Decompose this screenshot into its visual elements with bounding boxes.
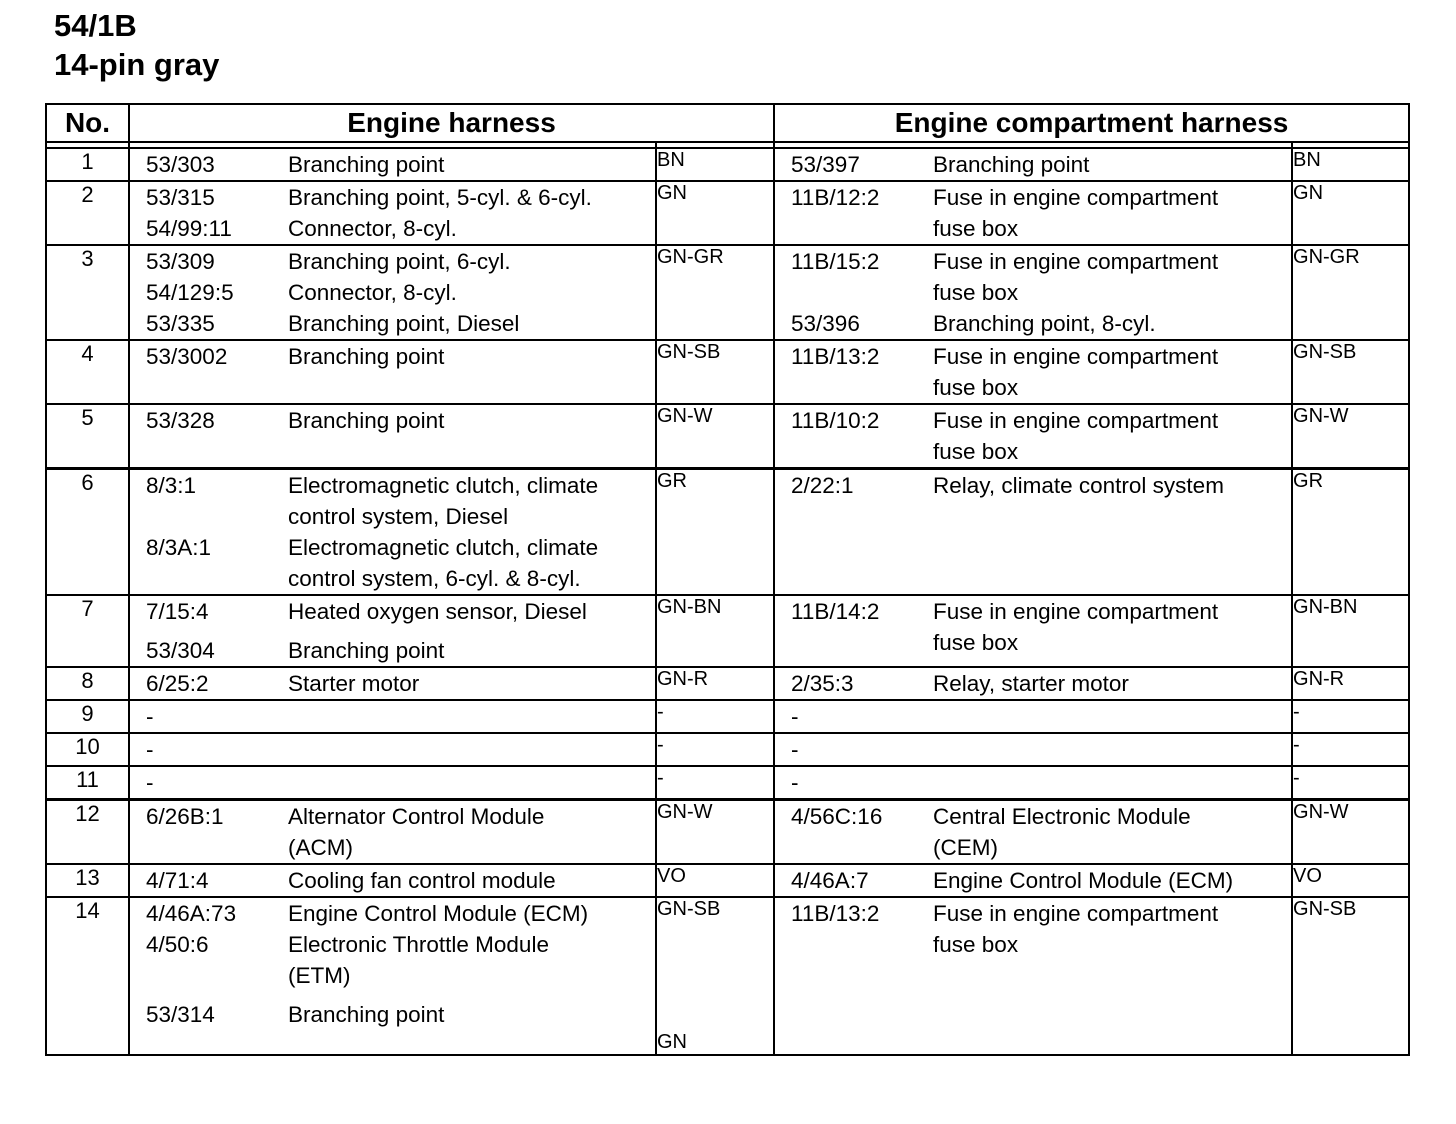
harness-entry-line [775, 372, 1291, 403]
component-description: Engine Control Module (ECM) [288, 901, 589, 926]
component-description: Fuse in engine compartment [933, 344, 1219, 369]
wire-color-code: - [1293, 734, 1300, 756]
compartment-wire-color [1292, 595, 1409, 667]
compartment-wire-color [1292, 897, 1409, 1055]
wire-color-code: GN-W [1293, 405, 1349, 427]
component-code: 53/304 [146, 638, 215, 663]
component-description: Cooling fan control module [288, 868, 556, 893]
compartment-harness-cell [774, 469, 1292, 596]
component-code-blank [775, 832, 933, 863]
component-description: (ETM) [288, 963, 351, 988]
component-description: control system, 6-cyl. & 8-cyl. [288, 566, 581, 591]
component-code: 53/396 [791, 311, 860, 336]
component-description: Connector, 8-cyl. [288, 216, 457, 241]
wire-color-code: GN-W [657, 405, 713, 427]
component-code: 53/303 [146, 152, 215, 177]
wire-color-code: GN-SB [657, 341, 721, 363]
component-code-blank [130, 960, 288, 991]
component-description: fuse box [933, 216, 1019, 241]
table-row [46, 897, 1409, 1055]
compartment-wire-color [1292, 181, 1409, 245]
component-code: 11B/12:2 [791, 185, 880, 210]
wire-color-code: GN-BN [1293, 596, 1358, 618]
component-code: 11B/14:2 [791, 599, 880, 624]
component-description: fuse box [933, 375, 1019, 400]
component-code: 53/335 [146, 311, 215, 336]
pin-number: 13 [46, 864, 129, 897]
compartment-wire-color [1292, 864, 1409, 897]
component-description: Fuse in engine compartment [933, 249, 1219, 274]
table-row [46, 340, 1409, 404]
component-description: Fuse in engine compartment [933, 599, 1219, 624]
component-code: 4/71:4 [146, 868, 209, 893]
col-header-engine-compartment-harness: Engine compartment harness [774, 104, 1409, 142]
component-description: Fuse in engine compartment [933, 185, 1219, 210]
component-code: 4/46A:73 [146, 901, 237, 926]
pin-number: 14 [46, 897, 129, 1055]
harness-entry-line [130, 801, 655, 832]
harness-entry-line [130, 405, 655, 436]
pin-number: 12 [46, 800, 129, 865]
harness-entry-line [775, 277, 1291, 308]
component-code: 11B/13:2 [791, 344, 880, 369]
component-description: Branching point [288, 152, 445, 177]
harness-entry-line [130, 308, 655, 339]
component-code-blank [775, 436, 933, 467]
compartment-wire-color [1292, 766, 1409, 800]
wire-color-code: - [657, 734, 664, 756]
compartment-wire-color [1292, 667, 1409, 700]
pin-number: 11 [46, 766, 129, 800]
component-code: - [791, 770, 799, 795]
component-code: 8/3:1 [146, 473, 197, 498]
pin-number: 6 [46, 469, 129, 596]
engine-harness-cell [129, 700, 656, 733]
wire-color-code: GN-GR [1293, 246, 1360, 268]
harness-entry-line [775, 898, 1291, 929]
wire-color-code: GN-R [1293, 668, 1345, 690]
table-row [46, 148, 1409, 181]
pin-number: 1 [46, 148, 129, 181]
harness-entry-line [775, 405, 1291, 436]
compartment-wire-color [1292, 800, 1409, 865]
component-code-blank [130, 832, 288, 863]
engine-harness-cell [129, 897, 656, 1055]
component-description: Branching point, Diesel [288, 311, 520, 336]
harness-entry-line [130, 277, 655, 308]
harness-entry-line [775, 341, 1291, 372]
compartment-harness-cell [774, 340, 1292, 404]
harness-entry-line [130, 701, 655, 732]
harness-entry-line [775, 436, 1291, 467]
component-description: fuse box [933, 439, 1019, 464]
wire-color-code: VO [657, 865, 686, 887]
engine-harness-cell [129, 733, 656, 766]
wire-color-code: GR [657, 470, 687, 492]
engine-harness-cell [129, 864, 656, 897]
component-code: 11B/10:2 [791, 408, 880, 433]
component-code-blank [130, 563, 288, 594]
table-row [46, 864, 1409, 897]
harness-entry-line [130, 149, 655, 180]
wire-color-code: GR [1293, 470, 1324, 492]
compartment-harness-cell [774, 733, 1292, 766]
engine-wire-color [656, 148, 774, 181]
harness-entry-line [130, 341, 655, 372]
engine-wire-color [656, 340, 774, 404]
component-description: Branching point, 5-cyl. & 6-cyl. [288, 185, 592, 210]
engine-harness-cell [129, 469, 656, 596]
engine-wire-color [656, 733, 774, 766]
compartment-harness-cell [774, 766, 1292, 800]
component-description: Alternator Control Module [288, 804, 545, 829]
component-code: 53/328 [146, 408, 215, 433]
component-description: fuse box [933, 280, 1019, 305]
engine-wire-color [656, 245, 774, 340]
component-description [933, 701, 1291, 732]
wire-color-code: GN-W [1293, 801, 1349, 823]
compartment-harness-cell [774, 667, 1292, 700]
harness-entry-line [130, 734, 655, 765]
engine-wire-color [656, 800, 774, 865]
engine-wire-color [656, 766, 774, 800]
engine-wire-color [656, 700, 774, 733]
harness-entry-line [130, 635, 655, 666]
table-row [46, 667, 1409, 700]
component-description: Electromagnetic clutch, climate [288, 473, 599, 498]
component-description: Branching point, 6-cyl. [288, 249, 511, 274]
table-row [46, 469, 1409, 596]
pin-number: 8 [46, 667, 129, 700]
harness-entry-line [130, 563, 655, 594]
component-code: 4/50:6 [146, 932, 209, 957]
harness-entry-line [130, 865, 655, 896]
wire-color-code: - [1293, 767, 1300, 789]
component-code: 53/397 [791, 152, 860, 177]
component-code: 53/3002 [146, 344, 228, 369]
engine-wire-color [656, 469, 774, 596]
pinout-table [45, 103, 1410, 1056]
wire-color-code: - [657, 701, 664, 723]
compartment-wire-color [1292, 245, 1409, 340]
table-row [46, 700, 1409, 733]
component-description: Branching point [933, 152, 1090, 177]
component-code-blank [775, 277, 933, 308]
compartment-harness-cell [774, 897, 1292, 1055]
component-code: 53/314 [146, 1002, 215, 1027]
component-code: 53/309 [146, 249, 215, 274]
component-code: 11B/13:2 [791, 901, 880, 926]
harness-entry-line [775, 668, 1291, 699]
pin-number: 2 [46, 181, 129, 245]
col-header-engine-harness: Engine harness [129, 104, 774, 142]
compartment-wire-color [1292, 733, 1409, 766]
component-code: - [146, 770, 154, 795]
wire-color-code: GN-SB [1293, 898, 1357, 920]
compartment-harness-cell [774, 148, 1292, 181]
wire-color-code: VO [1293, 865, 1322, 887]
component-code: 54/129:5 [146, 280, 234, 305]
engine-harness-cell [129, 595, 656, 667]
compartment-harness-cell [774, 245, 1292, 340]
wire-color-code: GN-R [657, 668, 709, 690]
table-row [46, 733, 1409, 766]
compartment-harness-cell [774, 700, 1292, 733]
wire-color-code: GN-SB [657, 898, 721, 920]
engine-harness-cell [129, 800, 656, 865]
component-description [288, 767, 655, 798]
component-code-blank [775, 929, 933, 960]
component-code: - [791, 737, 799, 762]
wire-color-code: GN-BN [657, 596, 722, 618]
table-row [46, 245, 1409, 340]
harness-entry-line [130, 246, 655, 277]
harness-entry-line [775, 149, 1291, 180]
component-code: 53/315 [146, 185, 215, 210]
component-description [288, 734, 655, 765]
component-code-blank [130, 501, 288, 532]
harness-entry-line [130, 213, 655, 244]
compartment-harness-cell [774, 404, 1292, 469]
component-description: Fuse in engine compartment [933, 901, 1219, 926]
wire-color-code: GN [1293, 182, 1324, 204]
compartment-harness-cell [774, 181, 1292, 245]
table-row [46, 595, 1409, 667]
wire-color-code: BN [1293, 149, 1321, 171]
compartment-wire-color [1292, 340, 1409, 404]
component-code: 8/3A:1 [146, 535, 212, 560]
harness-entry-line [130, 767, 655, 798]
connector-id: 54/1B [54, 8, 137, 43]
harness-entry-line [130, 668, 655, 699]
harness-entry-line [130, 501, 655, 532]
engine-wire-color [656, 181, 774, 245]
connector-description: 14-pin gray [54, 47, 220, 82]
compartment-harness-cell [774, 800, 1292, 865]
harness-entry-line [130, 182, 655, 213]
harness-entry-line [775, 182, 1291, 213]
harness-entry-line [130, 832, 655, 863]
component-code: 54/99:11 [146, 216, 232, 241]
component-description: Starter motor [288, 671, 420, 696]
engine-harness-cell [129, 766, 656, 800]
harness-entry-line [775, 213, 1291, 244]
harness-entry-line [775, 701, 1291, 732]
component-description: Branching point [288, 1002, 445, 1027]
harness-entry-line [775, 734, 1291, 765]
component-description: fuse box [933, 932, 1019, 957]
harness-entry-line [130, 929, 655, 960]
component-description [933, 767, 1291, 798]
component-code: 6/25:2 [146, 671, 209, 696]
harness-entry-line [775, 865, 1291, 896]
wire-color-code: BN [657, 149, 685, 171]
component-code: 7/15:4 [146, 599, 209, 624]
harness-entry-line [130, 898, 655, 929]
component-description: Central Electronic Module [933, 804, 1191, 829]
engine-harness-cell [129, 340, 656, 404]
component-description [288, 701, 655, 732]
engine-wire-color [656, 404, 774, 469]
harness-entry-line [775, 627, 1291, 658]
harness-entry-line [775, 767, 1291, 798]
table-row [46, 800, 1409, 865]
engine-harness-cell [129, 404, 656, 469]
table-row [46, 181, 1409, 245]
component-code-blank [775, 627, 933, 658]
engine-harness-cell [129, 667, 656, 700]
component-description: Branching point [288, 408, 445, 433]
wire-color-code: GN [657, 1031, 687, 1053]
component-description: Connector, 8-cyl. [288, 280, 457, 305]
component-code: 11B/15:2 [791, 249, 880, 274]
wire-color-code: GN-SB [1293, 341, 1357, 363]
harness-entry-line [775, 308, 1291, 339]
harness-entry-line [775, 246, 1291, 277]
component-code-blank [775, 213, 933, 244]
component-description: Heated oxygen sensor, Diesel [288, 599, 587, 624]
component-description: Branching point [288, 638, 445, 663]
component-description: control system, Diesel [288, 504, 509, 529]
table-row [46, 404, 1409, 469]
engine-harness-cell [129, 181, 656, 245]
engine-harness-cell [129, 148, 656, 181]
wire-color-code: GN-GR [657, 246, 724, 268]
component-description [933, 734, 1291, 765]
component-code: - [791, 704, 799, 729]
compartment-harness-cell [774, 595, 1292, 667]
pin-number: 4 [46, 340, 129, 404]
component-code-blank [775, 372, 933, 403]
component-description: Fuse in engine compartment [933, 408, 1219, 433]
component-description: fuse box [933, 630, 1019, 655]
component-code: - [146, 737, 154, 762]
harness-entry-line [130, 470, 655, 501]
col-header-no: No. [46, 104, 129, 142]
wire-color-code: - [657, 767, 664, 789]
component-description: Relay, starter motor [933, 671, 1129, 696]
header-row [46, 104, 1409, 142]
component-code: 6/26B:1 [146, 804, 224, 829]
engine-wire-color [656, 864, 774, 897]
harness-entry-line [775, 832, 1291, 863]
wire-color-code: - [1293, 701, 1300, 723]
component-description: Electromagnetic clutch, climate [288, 535, 599, 560]
component-description: Engine Control Module (ECM) [933, 868, 1234, 893]
engine-wire-color [656, 897, 774, 1055]
compartment-wire-color [1292, 700, 1409, 733]
engine-wire-color [656, 595, 774, 667]
component-code: - [146, 704, 154, 729]
harness-entry-line [130, 596, 655, 627]
compartment-wire-color [1292, 404, 1409, 469]
compartment-wire-color [1292, 148, 1409, 181]
component-code: 4/46A:7 [791, 868, 869, 893]
harness-entry-line [130, 999, 655, 1030]
harness-entry-line [130, 532, 655, 563]
table-row [46, 766, 1409, 800]
component-description: Branching point, 8-cyl. [933, 311, 1156, 336]
engine-harness-cell [129, 245, 656, 340]
harness-entry-line [775, 801, 1291, 832]
pin-number: 10 [46, 733, 129, 766]
pin-number: 7 [46, 595, 129, 667]
component-code: 2/35:3 [791, 671, 854, 696]
harness-entry-line [130, 960, 655, 991]
pin-number: 3 [46, 245, 129, 340]
wire-color-code: GN-W [657, 801, 713, 823]
harness-entry-line [775, 470, 1291, 501]
component-description: Branching point [288, 344, 445, 369]
wire-color-code: GN [657, 182, 687, 204]
compartment-harness-cell [774, 864, 1292, 897]
component-description: Relay, climate control system [933, 473, 1224, 498]
component-code: 2/22:1 [791, 473, 854, 498]
component-description: (CEM) [933, 835, 998, 860]
component-code: 4/56C:16 [791, 804, 883, 829]
component-description: Electronic Throttle Module [288, 932, 549, 957]
compartment-wire-color [1292, 469, 1409, 596]
harness-entry-line [775, 596, 1291, 627]
engine-wire-color [656, 667, 774, 700]
pin-number: 9 [46, 700, 129, 733]
harness-entry-line [775, 929, 1291, 960]
pin-number: 5 [46, 404, 129, 469]
component-description: (ACM) [288, 835, 353, 860]
